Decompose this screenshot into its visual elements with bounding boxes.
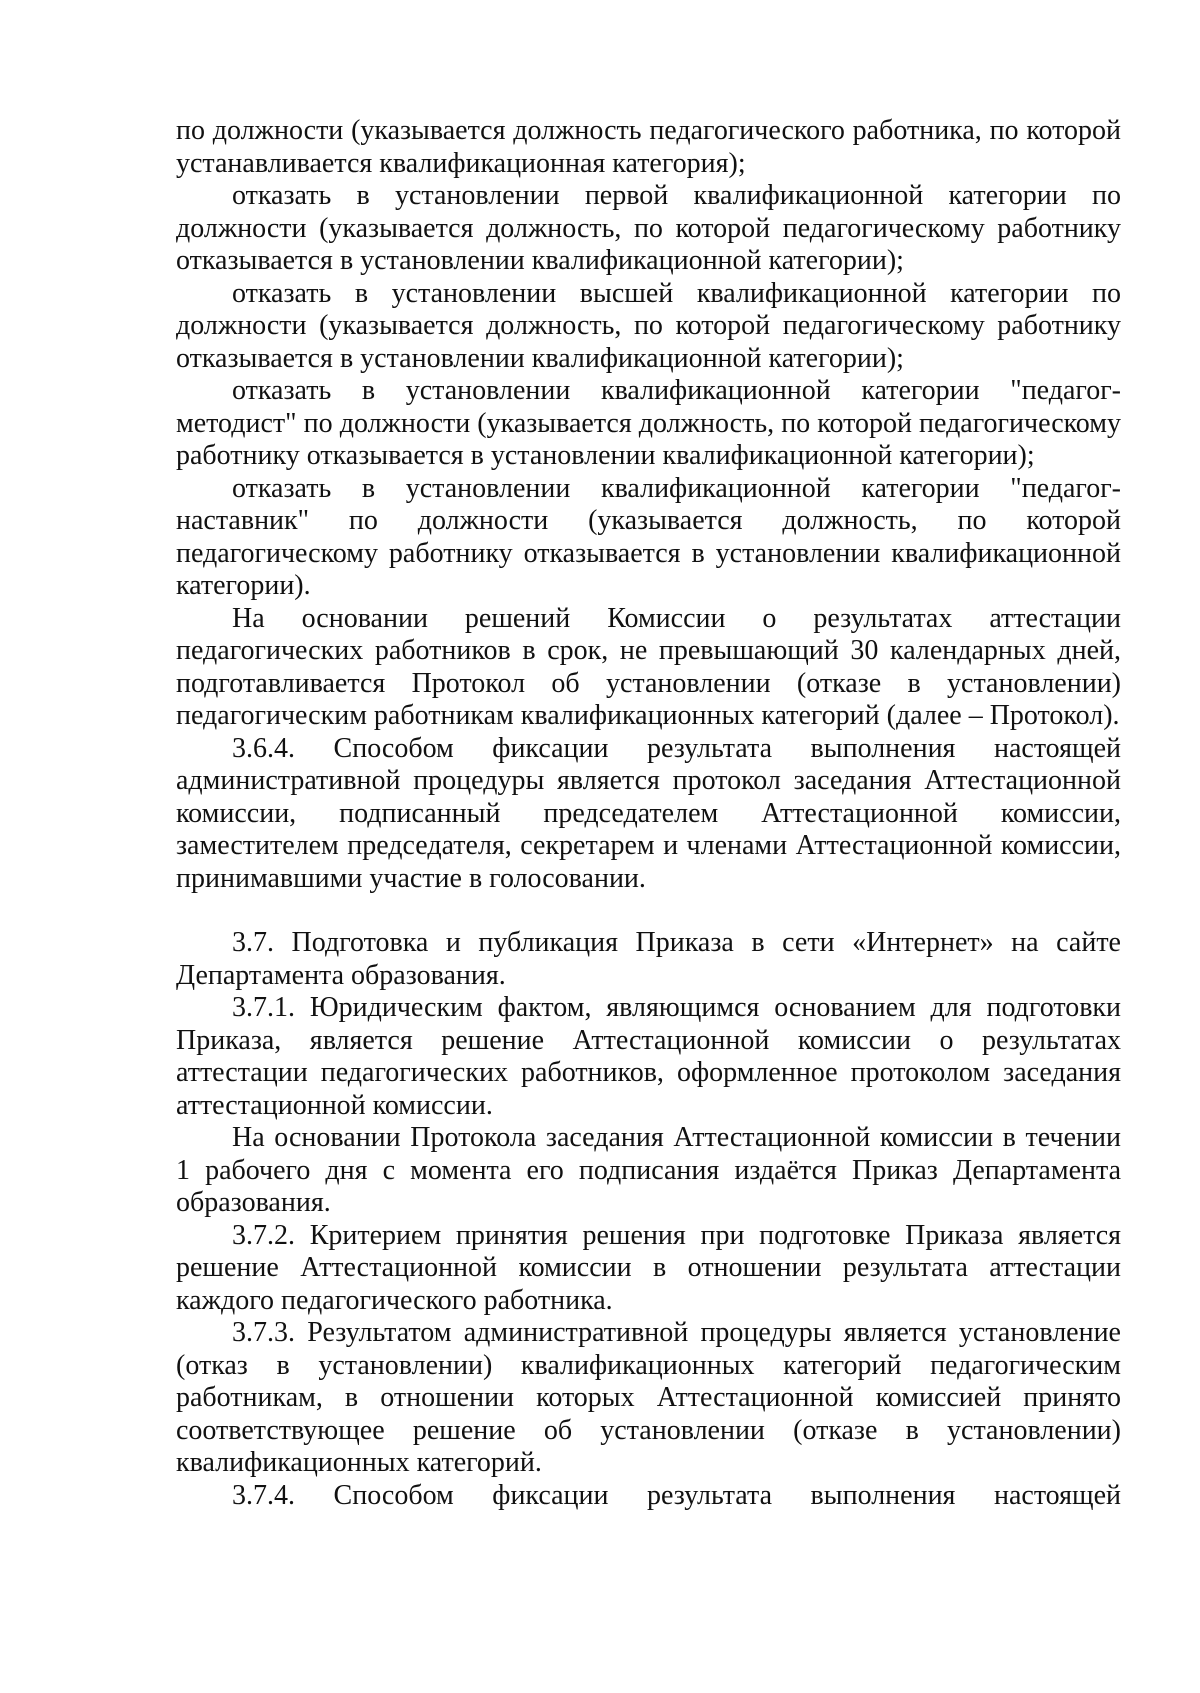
paragraph-continuation: по должности (указывается должность педагогического работника, по которой устанавливается квалификационная категория);	[176, 115, 1121, 179]
paragraph-refuse-mentor-category: отказать в установлении квалификационной категории "педагог-наставник" по должности (указывается должность, по которой педагогическому работнику отказывается в установлении квалификационной категории).	[176, 472, 1121, 601]
paragraph-3-7-3: 3.7.3. Результатом административной процедуры является установление (отказ в установлении) квалификационных категорий педагогическим работникам, в отношении которых Аттестационной комиссией принято соответствующее решение об установлении (отказе в установлении) квалификационных категорий.	[176, 1317, 1121, 1478]
paragraph-3-7-2: 3.7.2. Критерием принятия решения при подготовке Приказа является решение Аттестационной комиссии в отношении результата аттестации каждого педагогического работника.	[176, 1219, 1121, 1316]
paragraph-3-6-4: 3.6.4. Способом фиксации результата выполнения настоящей административной процедуры является протокол заседания Аттестационной комиссии, подписанный председателем Аттестационной комиссии, заместителем председателя, секретарем и членами Аттестационной комиссии, принимавшими участие в голосовании.	[176, 732, 1121, 894]
paragraph-3-7: 3.7. Подготовка и публикация Приказа в сети «Интернет» на сайте Департамента образования.	[176, 927, 1121, 991]
document-body	[176, 115, 1121, 1512]
paragraph-refuse-first-category: отказать в установлении первой квалификационной категории по должности (указывается должность, по которой педагогическому работнику отказывается в установлении квалификационной категории);	[176, 180, 1121, 276]
paragraph-3-7-4: 3.7.4. Способом фиксации результата выполнения настоящей	[232, 1479, 1121, 1511]
paragraph-protocol-preparation: На основании решений Комиссии о результатах аттестации педагогических работников в срок, не превышающий 30 календарных дней, подготавливается Протокол об установлении (отказе в установлении) педагогическим работникам квалификационных категорий (далее – Протокол).	[176, 602, 1121, 731]
paragraph-refuse-methodist-category: отказать в установлении квалификационной категории "педагог-методист" по должности (указывается должность, по которой педагогическому работнику отказывается в установлении квалификационной категории);	[176, 375, 1121, 471]
paragraph-refuse-highest-category: отказать в установлении высшей квалификационной категории по должности (указывается должность, по которой педагогическому работнику отказывается в установлении квалификационной категории);	[176, 277, 1121, 374]
paragraph-order-issue: На основании Протокола заседания Аттестационной комиссии в течении 1 рабочего дня с момента его подписания издаётся Приказ Департамента образования.	[176, 1122, 1121, 1218]
paragraph-3-7-1: 3.7.1. Юридическим фактом, являющимся основанием для подготовки Приказа, является решение Аттестационной комиссии о результатах аттестации педагогических работников, оформленное протоколом заседания аттестационной комиссии.	[176, 992, 1121, 1121]
